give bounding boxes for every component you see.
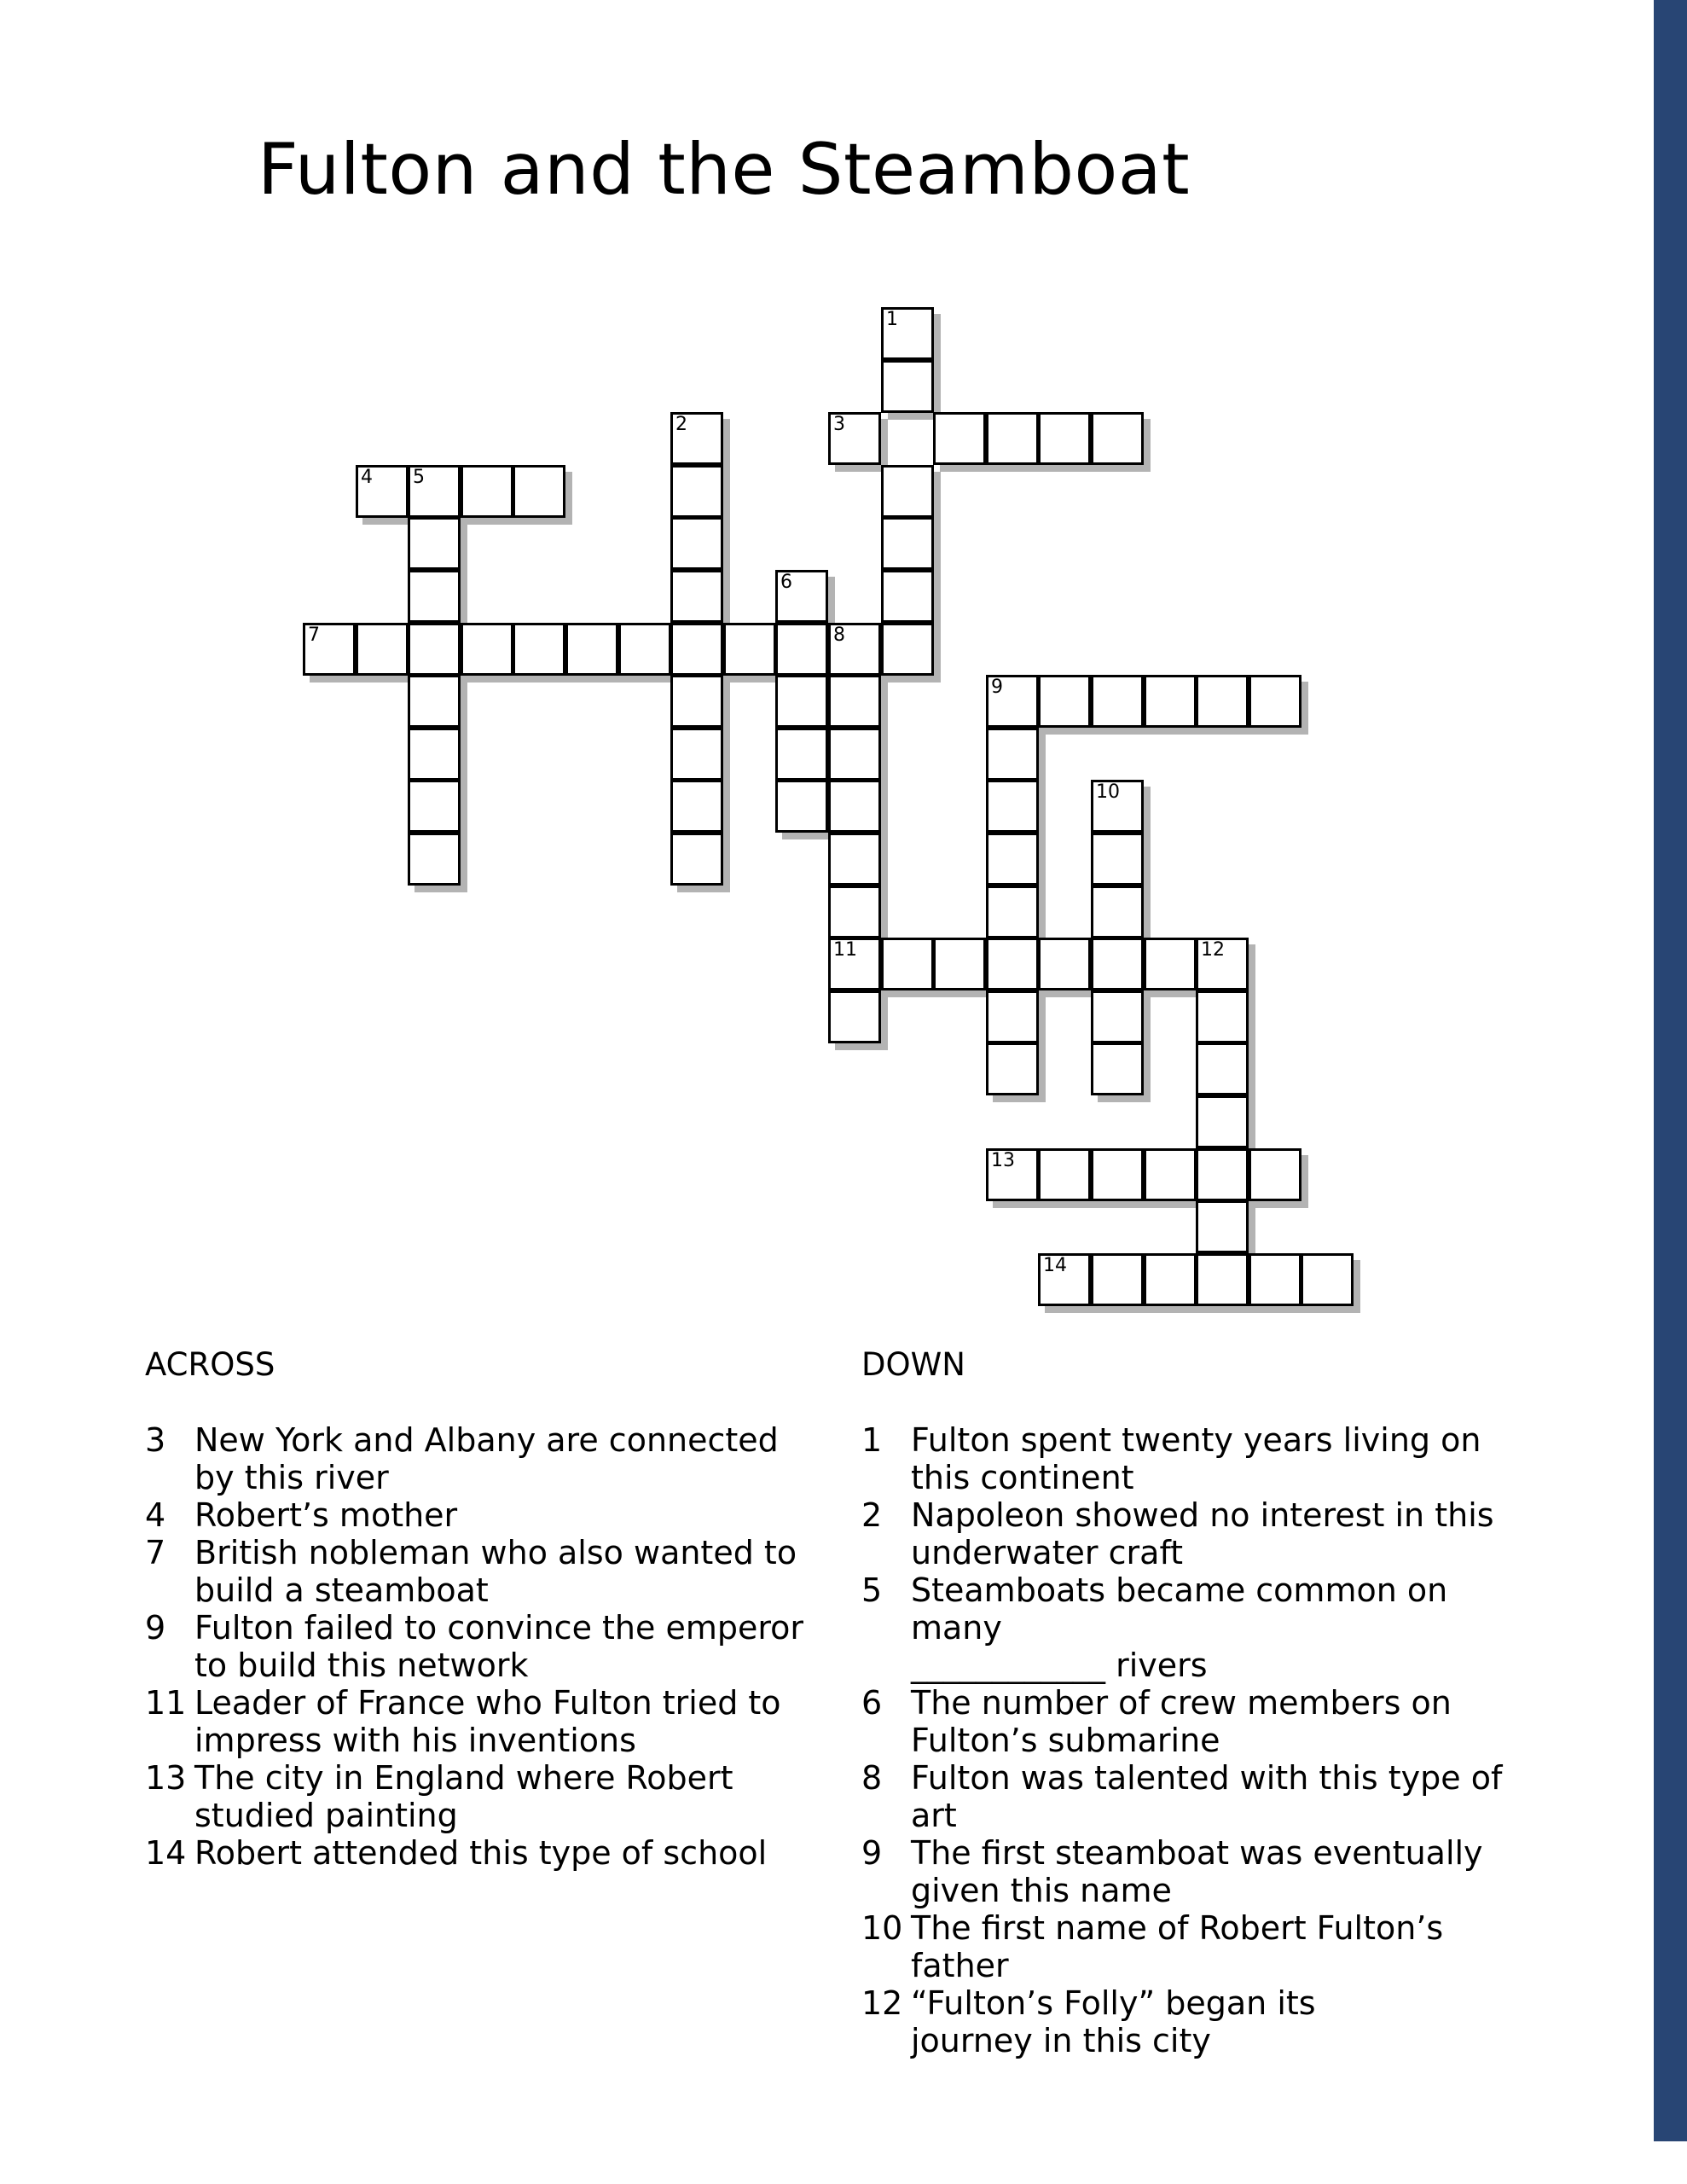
clue-text [194, 1534, 827, 1609]
grid-cell[interactable] [933, 938, 986, 990]
grid-cell[interactable] [828, 728, 881, 781]
clue-num: 9 [861, 1834, 883, 1872]
clue-number: 12 [1201, 939, 1225, 961]
clue-number: 8 [833, 624, 845, 646]
clue-num: 8 [861, 1759, 883, 1797]
clue-num: 3 [145, 1421, 166, 1459]
grid-cell[interactable] [881, 938, 934, 990]
clue-num: 6 [861, 1684, 883, 1722]
across-clue-list [145, 1421, 827, 1872]
clue-num: 2 [861, 1496, 883, 1534]
grid-cell[interactable] [775, 675, 828, 728]
across-clue [145, 1534, 827, 1609]
grid-cell[interactable] [828, 623, 881, 676]
clue-line: New York and Albany are connected [194, 1421, 779, 1459]
grid-cell[interactable] [775, 780, 828, 833]
grid-cell[interactable] [356, 623, 409, 676]
clue-line: Robert attended this type of school [194, 1834, 768, 1872]
grid-cell[interactable] [408, 465, 461, 518]
down-clue [861, 1834, 1544, 1909]
grid-cell[interactable] [1196, 938, 1249, 990]
grid-cell[interactable] [1038, 938, 1091, 990]
clue-line: Fulton spent twenty years living on [911, 1421, 1481, 1459]
grid-cell[interactable] [565, 623, 618, 676]
grid-cell[interactable] [1038, 1253, 1091, 1306]
clue-line: studied painting [194, 1797, 458, 1834]
grid-cell[interactable] [356, 465, 409, 518]
clue-line: ____________ rivers [911, 1647, 1208, 1684]
grid-cell[interactable] [408, 675, 461, 728]
grid-cell[interactable] [986, 833, 1039, 886]
clue-num: 4 [145, 1496, 166, 1534]
down-clue [861, 1684, 1544, 1759]
grid-cell[interactable] [1196, 1253, 1249, 1306]
grid-cell[interactable] [408, 570, 461, 623]
grid-cell[interactable] [670, 623, 723, 676]
down-heading: DOWN [861, 1346, 965, 1383]
grid-cell[interactable] [828, 412, 881, 465]
clue-line: The first steamboat was eventually [911, 1834, 1483, 1872]
clue-line: underwater craft [911, 1534, 1184, 1571]
clue-line: to build this network [194, 1647, 529, 1684]
clue-line: Fulton was talented with this type of art [911, 1759, 1503, 1834]
clue-num: 9 [145, 1609, 166, 1647]
grid-cell[interactable] [670, 570, 723, 623]
down-clue [861, 1496, 1544, 1571]
clue-num: 10 [861, 1909, 903, 1947]
clue-line: journey in this city [911, 2022, 1211, 2059]
grid-cell[interactable] [1091, 886, 1144, 938]
clue-number: 3 [833, 414, 845, 435]
clue-number: 14 [1043, 1255, 1067, 1276]
clue-text [194, 1496, 827, 1534]
grid-cell[interactable] [881, 570, 934, 623]
clue-number: 7 [308, 624, 320, 646]
grid-cell[interactable] [986, 886, 1039, 938]
grid-cell[interactable] [670, 412, 723, 465]
grid-cell[interactable] [618, 623, 671, 676]
grid-cell[interactable] [670, 675, 723, 728]
grid-cell[interactable] [881, 623, 934, 676]
grid-cell[interactable] [1196, 1148, 1249, 1201]
clue-line: impress with his inventions [194, 1722, 636, 1759]
clue-text [911, 1909, 1544, 1984]
grid-cell[interactable] [670, 728, 723, 781]
down-clue [861, 1421, 1544, 1496]
grid-cell[interactable] [881, 360, 934, 413]
grid-cell[interactable] [1249, 675, 1301, 728]
clue-line: Napoleon showed no interest in this [911, 1496, 1494, 1534]
grid-cell[interactable] [986, 938, 1039, 990]
clue-number: 1 [886, 309, 898, 330]
clue-number: 4 [361, 467, 373, 488]
across-heading: ACROSS [145, 1346, 275, 1383]
clue-number: 10 [1096, 781, 1120, 803]
grid-cell[interactable] [303, 623, 356, 676]
clue-num: 1 [861, 1421, 883, 1459]
grid-cell[interactable] [881, 307, 934, 360]
grid-cell[interactable] [1091, 833, 1144, 886]
clue-number: 5 [413, 467, 425, 488]
clue-line: father [911, 1947, 1009, 1984]
clue-line: British nobleman who also wanted to [194, 1534, 797, 1571]
clue-line: The city in England where Robert [194, 1759, 733, 1797]
across-clue [145, 1759, 827, 1834]
grid-cell[interactable] [1091, 675, 1144, 728]
across-clues [145, 1346, 827, 1872]
clue-text [194, 1421, 827, 1496]
grid-cell[interactable] [986, 675, 1039, 728]
grid-cell[interactable] [828, 675, 881, 728]
across-clue [145, 1684, 827, 1759]
grid-cell[interactable] [408, 623, 461, 676]
clue-number: 6 [780, 572, 792, 593]
grid-cell[interactable] [1196, 1043, 1249, 1095]
grid-cell[interactable] [723, 623, 776, 676]
clue-text [911, 1984, 1544, 2059]
clue-text [194, 1684, 827, 1759]
clue-text [194, 1834, 827, 1872]
clue-text [194, 1759, 827, 1834]
across-clue [145, 1421, 827, 1496]
down-clue [861, 1909, 1544, 1984]
clue-line: The number of crew members on [911, 1684, 1452, 1722]
clue-num: 13 [145, 1759, 187, 1797]
grid-cell[interactable] [828, 938, 881, 990]
across-clue [145, 1609, 827, 1684]
clue-number: 2 [675, 414, 687, 435]
down-clue-list [861, 1421, 1544, 2059]
grid-cell[interactable] [1249, 1148, 1301, 1201]
clue-text [911, 1571, 1544, 1684]
grid-cell[interactable] [986, 990, 1039, 1043]
grid-cell[interactable] [828, 990, 881, 1043]
clue-text [911, 1421, 1544, 1496]
grid-cell[interactable] [881, 517, 934, 570]
grid-cell[interactable] [986, 412, 1039, 465]
grid-cell[interactable] [408, 833, 461, 886]
grid-cell[interactable] [933, 412, 986, 465]
clue-num: 5 [861, 1571, 883, 1609]
grid-cell[interactable] [828, 833, 881, 886]
grid-cell[interactable] [1091, 1043, 1144, 1095]
clue-number: 9 [991, 677, 1003, 698]
clue-line: The first name of Robert Fulton’s [911, 1909, 1444, 1947]
grid-cell[interactable] [1091, 1148, 1144, 1201]
grid-cell[interactable] [670, 465, 723, 518]
grid-cell[interactable] [775, 623, 828, 676]
clue-num: 7 [145, 1534, 166, 1571]
grid-cell[interactable] [1091, 1253, 1144, 1306]
grid-cell[interactable] [828, 780, 881, 833]
down-clue [861, 1984, 1544, 2059]
grid-cell[interactable] [670, 833, 723, 886]
clue-line: Leader of France who Fulton tried to [194, 1684, 781, 1722]
grid-cell[interactable] [670, 780, 723, 833]
grid-cell[interactable] [461, 623, 513, 676]
grid-cell[interactable] [513, 623, 565, 676]
grid-cell[interactable] [1301, 1253, 1354, 1306]
grid-cell[interactable] [408, 780, 461, 833]
grid-cell[interactable] [1144, 675, 1197, 728]
grid-cell[interactable] [881, 465, 934, 518]
across-clue [145, 1496, 827, 1534]
clue-text [911, 1496, 1544, 1571]
grid-cell[interactable] [775, 728, 828, 781]
grid-cell[interactable] [986, 1148, 1039, 1201]
grid-cell[interactable] [1196, 1200, 1249, 1253]
grid-cell[interactable] [1091, 990, 1144, 1043]
clue-num: 11 [145, 1684, 187, 1722]
grid-cell[interactable] [408, 517, 461, 570]
grid-cell[interactable] [1038, 675, 1091, 728]
grid-cell[interactable] [1038, 1148, 1091, 1201]
clue-line: Steamboats became common on many [911, 1571, 1448, 1647]
clue-text [911, 1834, 1544, 1909]
clue-text [911, 1684, 1544, 1759]
grid-cell[interactable] [1196, 1095, 1249, 1148]
grid-cell[interactable] [986, 728, 1039, 781]
clue-line: Fulton failed to convince the emperor [194, 1609, 804, 1647]
clue-number: 11 [833, 939, 857, 961]
grid-cell[interactable] [1249, 1253, 1301, 1306]
clue-num: 14 [145, 1834, 187, 1872]
down-clue [861, 1759, 1544, 1834]
clue-text [911, 1759, 1544, 1834]
grid-cell[interactable] [1091, 780, 1144, 833]
page-title: Fulton and the Steamboat [258, 128, 1191, 211]
grid-cell[interactable] [986, 780, 1039, 833]
clue-line: by this river [194, 1459, 389, 1496]
grid-cell[interactable] [513, 465, 565, 518]
grid-cell[interactable] [1091, 412, 1144, 465]
clue-line: this continent [911, 1459, 1134, 1496]
clue-line: build a steamboat [194, 1571, 489, 1609]
grid-cell[interactable] [1196, 675, 1249, 728]
clue-number: 13 [991, 1150, 1015, 1171]
grid-cell[interactable] [461, 465, 513, 518]
grid-cell[interactable] [408, 728, 461, 781]
grid-cell[interactable] [1196, 990, 1249, 1043]
down-clue [861, 1571, 1544, 1684]
grid-cell[interactable] [1091, 938, 1144, 990]
grid-cell[interactable] [670, 517, 723, 570]
clue-num: 12 [861, 1984, 903, 2022]
grid-cell[interactable] [1144, 1148, 1197, 1201]
clue-line: Fulton’s submarine [911, 1722, 1220, 1759]
clue-line: Robert’s mother [194, 1496, 458, 1534]
clue-line: given this name [911, 1872, 1172, 1909]
across-clue [145, 1834, 827, 1872]
down-clues [861, 1346, 1544, 2059]
grid-cell[interactable] [828, 886, 881, 938]
grid-cell[interactable] [986, 1043, 1039, 1095]
grid-cell[interactable] [775, 570, 828, 623]
clue-text [194, 1609, 827, 1684]
grid-cell[interactable] [1038, 412, 1091, 465]
grid-cell[interactable] [1144, 938, 1197, 990]
grid-cell[interactable] [1144, 1253, 1197, 1306]
clue-line: “Fulton’s Folly” began its [911, 1984, 1316, 2022]
